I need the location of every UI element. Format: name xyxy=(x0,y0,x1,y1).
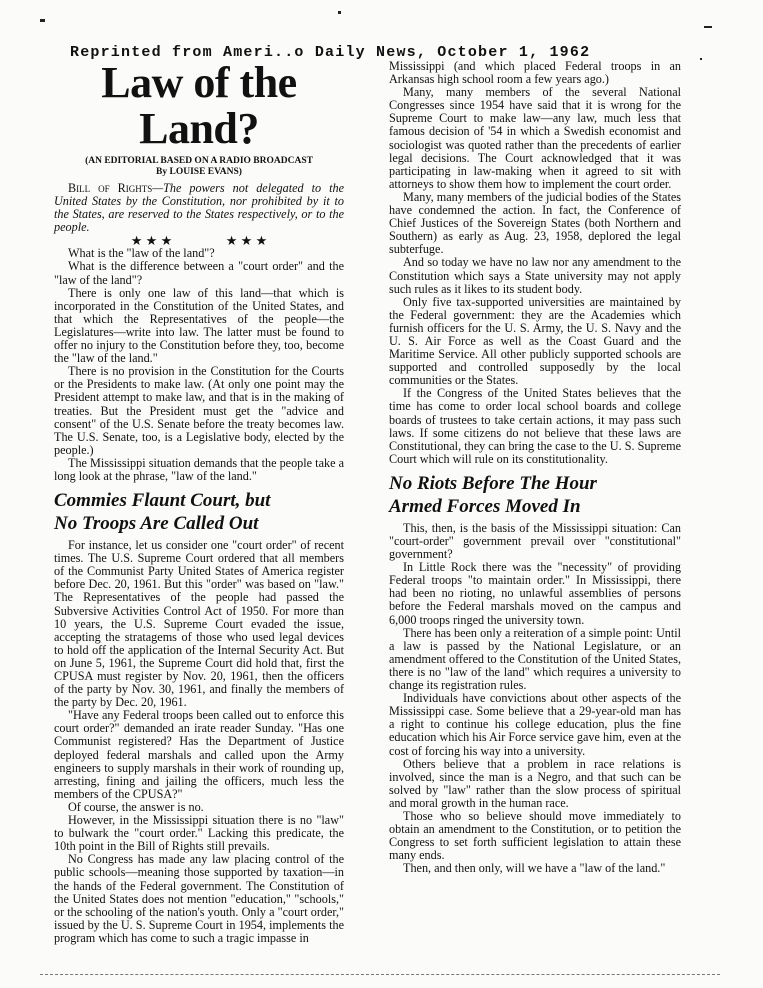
left-column xyxy=(54,60,344,945)
article-title: Law of the Land? xyxy=(101,58,297,153)
star-divider-right: ★ ★ ★ xyxy=(225,233,268,249)
body-paragraph: What is the difference between a "court order" and the "law of the land"? xyxy=(54,259,344,287)
body-paragraph: There has been only a reiteration of a simple point: Until a law is passed by the National Legislature, or an amendment offered to the Constitution of the United States, there is no "law of the land" which requires a university to change its registration rules. xyxy=(389,625,681,693)
footer-divider xyxy=(40,974,720,975)
body-paragraph: Individuals have convictions about other aspects of the Mississippi case. Some believe that a 29-year-old man has a right to continue his college education, plus the fine education which his Air Force service gave him, even at the cost of forcing his way into a university. xyxy=(389,691,681,758)
scan-mark xyxy=(40,19,45,22)
epigraph-text: —The powers not delegated to the United States by the Constitution, nor prohibited by it to the States, are reserved to the States respectively, or to the people. xyxy=(54,181,344,235)
body-paragraph: In Little Rock there was the "necessity" of providing Federal troops "to maintain order." In Mississippi, there had been no rioting, no unlawful assemblies of persons before the Federal marshals moved on the campus and 6,000 troops ringed the university town. xyxy=(389,560,681,627)
body-paragraph: For instance, let us consider one "court order" of recent times. The U.S. Supreme Court ordered that all members of the Communist Party United States of America register before Dec. 20, 1961. But this "order" was based on "law." The Representatives of the people had passed the Subversive Activities Control Act of 1950. For more than 10 years, the U.S. Supreme Court evaded the issue, accepting the stratagems of those who used legal devices to hold off the application of the Internal Security Act. But on June 5, 1961, the Supreme Court did hold that, first the CPUSA must register by Nov. 20, 1961, then the officers of the party by Nov. 30, 1961, and finally the members of the party by Dec. 20, 1961. xyxy=(54,538,344,710)
scan-mark xyxy=(704,26,712,28)
right-body-1 xyxy=(389,60,681,466)
body-paragraph: Then, and then only, will we have a "law of the land." xyxy=(403,861,666,876)
section-headline xyxy=(389,472,681,518)
left-body-1 xyxy=(54,247,344,483)
body-paragraph: Many, many members of the several National Congresses since 1954 have said that it is wrong for the Supreme Court to make law—any law, much less that famous decision of '54 in which a Swedish economist and sociologist was quoted rather than the precedents of earlier legal decisions. The Court acknowledged that it was participating in law-making when it agreed to sit with attorneys to show them how to implement the court order. xyxy=(389,85,681,191)
section-headline-line: No Riots Before The Hour xyxy=(389,472,597,494)
body-paragraph: Only five tax-supported universities are maintained by the Federal government: they are the Academies which furnish officers for the U. S. Army, the U. S. Navy and the U. S. Air Force as well as the Coast Guard and the Maritime Service. All other publicly supported schools are supported and controlled supposedly by the local communities or the States. xyxy=(389,294,681,388)
right-body-2 xyxy=(389,522,681,876)
body-paragraph: The Mississippi situation demands that the people take a long look at the phrase, "law of the land." xyxy=(54,455,344,483)
body-paragraph: Mississippi (and which placed Federal troops in an Arkansas high school room a few years ago.) xyxy=(389,59,681,87)
section-headline xyxy=(54,489,344,535)
body-paragraph: If the Congress of the United States believes that the time has come to order local school boards and college boards of trustees to take certain actions, it may pass such laws. If some citizens do not believe that these laws are Constitutional, they can bring the case to the U. S. Supreme Court which will rule on its constitutionality. xyxy=(389,386,681,466)
scan-mark xyxy=(338,11,341,14)
body-paragraph: However, in the Mississippi situation there is no "law" to bulwark the "court order." Lacking this predicate, the 10th point in the Bill of Rights still prevails. xyxy=(54,813,344,854)
body-paragraph: No Congress has made any law placing control of the public schools—meaning those supported by taxation—in the hands of the Federal government. The Constitution of the United States does not mention "education," "schools," or the schooling of the nation's youth. Only a "court order," issued by the U. S. Supreme Court in 1954, implements the program which has come to such a tragic impasse in xyxy=(54,852,344,945)
body-paragraph: And so today we have no law nor any amendment to the Constitution which says a State university may not apply such rules as it likes to its student body. xyxy=(389,255,681,296)
left-body-2 xyxy=(54,539,344,945)
body-paragraph: Those who so believe should move immediately to obtain an amendment to the Constitution, or to petition the Congress to set forth sufficient legislation to attain these many ends. xyxy=(389,808,681,863)
body-paragraph: Many, many members of the judicial bodies of the States have condemned the action. In fact, the Conference of Chief Justices of the Sovereign States (both Northern and Southern) as early as Aug. 23, 1958, deplored the legal subterfuge. xyxy=(389,189,681,257)
body-paragraph: There is no provision in the Constitution for the Courts or the Presidents to make law. (At only one point may the President attempt to make law, and that is in the making of treaties. But the President must get the "advice and consent" of the U.S. Senate before the treaty becomes law. The U.S. Senate, too, is a Legislative body, elected by the people.) xyxy=(54,364,344,457)
reprint-line: Reprinted from Ameri..o Daily News, October 1, 1962 xyxy=(70,44,591,61)
body-paragraph: What is the "law of the land"? xyxy=(68,246,215,261)
right-column xyxy=(389,60,681,875)
star-divider-left: ★ ★ ★ xyxy=(130,233,173,249)
section-headline-line: Commies Flaunt Court, but xyxy=(54,490,271,512)
body-paragraph: Others believe that a problem in race relations is involved, since the man is a Negro, and that such can be solved by "law" rather than the slow process of spiritual and moral growth in the human race. xyxy=(389,756,681,810)
body-paragraph: This, then, is the basis of the Mississippi situation: Can "court-order" government prevail over "constitutional" government? xyxy=(389,520,681,562)
article-byline: By LOUISE EVANS) xyxy=(156,167,242,177)
epigraph xyxy=(54,182,344,234)
body-paragraph: "Have any Federal troops been called out to enforce this court order?" demanded an irate reader Sunday. "Has one Communist registered? Has the Department of Justice deployed federal marshals and called upon the Army engineers to supply marshals in their work of rounding up, arresting, fining and jailing the officers, much less the members of the CPUSA?" xyxy=(54,708,344,801)
article-subtitle: (AN EDITORIAL BASED ON A RADIO BROADCAST xyxy=(85,156,313,166)
section-headline-line: Armed Forces Moved In xyxy=(389,495,581,517)
epigraph-label: Bill of Rights xyxy=(68,181,153,195)
body-paragraph: Of course, the answer is no. xyxy=(68,799,204,814)
section-headline-line: No Troops Are Called Out xyxy=(54,513,259,535)
body-paragraph: There is only one law of this land—that which is incorporated in the Constitution of the United States, and that which the Representatives of the people—the Legislatures—write into law. The latter must be found to offer no injury to the Constitution before they, too, become the "law of the land." xyxy=(54,285,344,366)
